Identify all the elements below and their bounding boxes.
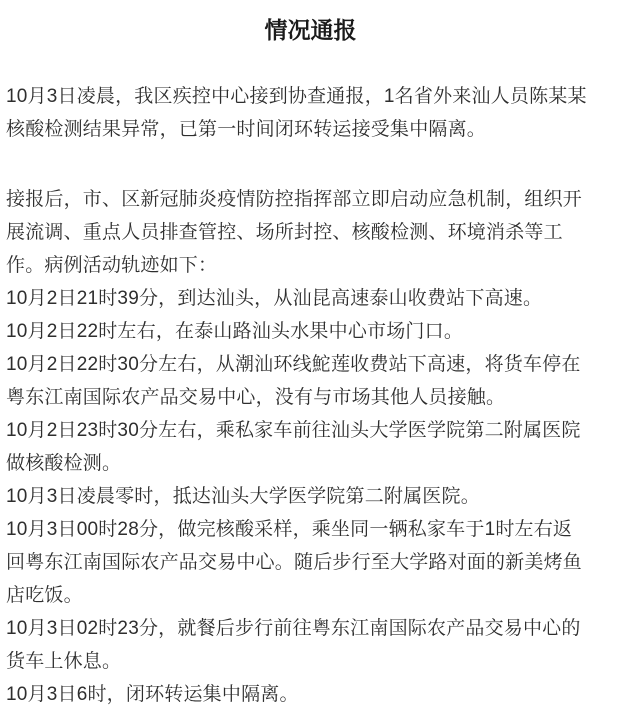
text-line: 作。病例活动轨迹如下： <box>6 255 218 276</box>
text-line: 接报后，市、区新冠肺炎疫情防控指挥部立即启动应急机制，组织开 <box>6 189 583 210</box>
text-line: 10月2日22时30分左右，从潮汕环线鮀莲收费站下高速，将货车停在 <box>6 354 581 375</box>
text-line: 10月3日凌晨零时，抵达汕头大学医学院第二附属医院。 <box>6 486 480 507</box>
text-line: 货车上休息。 <box>6 651 122 672</box>
text-line: 10月2日23时30分左右，乘私家车前往汕头大学医学院第二附属医院 <box>6 420 581 441</box>
page-title: 情况通报 <box>264 17 357 43</box>
timeline-entry <box>6 513 615 612</box>
timeline-entry <box>6 612 615 678</box>
text-line: 粤东江南国际农产品交易中心，没有与市场其他人员接触。 <box>6 387 506 408</box>
timeline-entry <box>6 480 615 513</box>
text-line: 10月3日00时28分，做完核酸采样，乘坐同一辆私家车于1时左右返 <box>6 519 573 540</box>
timeline-entry <box>6 678 615 711</box>
timeline-entry <box>6 282 615 315</box>
text-line: 核酸检测结果异常，已第一时间闭环转运接受集中隔离。 <box>6 119 487 140</box>
timeline-entry <box>6 315 615 348</box>
text-line: 店吃饭。 <box>6 585 83 606</box>
intro-paragraph <box>6 80 615 146</box>
text-line: 回粤东江南国际农产品交易中心。随后步行至大学路对面的新美烤鱼 <box>6 552 583 573</box>
text-line: 10月3日6时，闭环转运集中隔离。 <box>6 684 299 705</box>
text-line: 展流调、重点人员排查管控、场所封控、核酸检测、环境消杀等工 <box>6 222 563 243</box>
text-line: 10月3日凌晨，我区疾控中心接到协查通报，1名省外来汕人员陈某某 <box>6 86 587 107</box>
text-line: 做核酸检测。 <box>6 453 122 474</box>
text-line: 10月3日02时23分，就餐后步行前往粤东江南国际农产品交易中心的 <box>6 618 581 639</box>
text-line: 10月2日21时39分，到达汕头，从汕昆高速泰山收费站下高速。 <box>6 288 543 309</box>
text-line: 10月2日22时左右，在泰山路汕头水果中心市场门口。 <box>6 321 464 342</box>
timeline-entry <box>6 348 615 414</box>
timeline-entry <box>6 414 615 480</box>
activity-timeline <box>6 282 615 711</box>
response-paragraph <box>6 183 615 282</box>
